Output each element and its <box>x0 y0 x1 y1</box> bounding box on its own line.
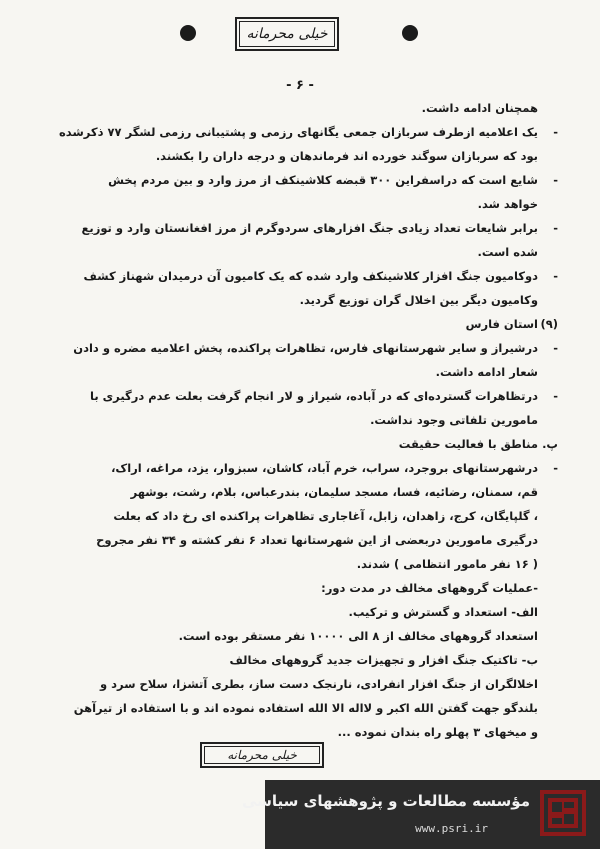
section-heading: ب- تاکتیک جنگ افزار و تجهیزات جدید گروههای مخالف <box>229 653 538 667</box>
footer-watermark <box>241 780 600 849</box>
classification-stamp-bottom: خیلی محرمانه <box>200 742 324 768</box>
text-line: بود که سربازان سوگند خورده اند فرماندهان و درجه داران را بکشند. <box>155 149 538 163</box>
classification-stamp-top: خیلی محرمانه <box>235 17 339 51</box>
text-line: - یک اعلامیه ازطرف سربازان جمعی یگانهای رزمی و پشتیبانی رزمی لشگر ۷۷ ذکرشده <box>59 125 558 139</box>
text-line: - درتظاهرات گسترده‌ای که در آباده، شیراز و لار انجام گرفت بعلت عدم درگیری با <box>90 389 558 403</box>
text-line: - برابر شایعات تعداد زیادی جنگ افزارهای سردوگرم از مرز افغانستان وارد و توزیع <box>81 221 558 235</box>
text-line: خواهد شد. <box>477 197 538 211</box>
section-heading: (۹) استان فارس <box>465 317 558 331</box>
text-line: - درشیراز و سایر شهرستانهای فارس، تظاهرات پراکنده، پخش اعلامیه مضره و دادن <box>73 341 558 355</box>
text-line: - درشهرستانهای بروجرد، سراب، خرم آباد، کاشان، سبزوار، یزد، مراغه، اراک، <box>111 461 558 475</box>
text-line: شعار ادامه داشت. <box>435 365 538 379</box>
section-heading: الف- استعداد و گسترش و ترکیب. <box>348 605 538 619</box>
text-line: درگیری مامورین دربعضی از این شهرستانها تعداد ۶ نفر کشته و ۳۴ نفر مجروح <box>96 533 538 547</box>
text-line: ، گلپایگان، کرج، زاهدان، زابل، آغاجاری تظاهرات پراکنده ای رخ داد که بعلت <box>113 509 538 523</box>
institute-name: مؤسسه مطالعات و پژوهشهای سیاسی <box>241 792 530 810</box>
text-line: - شایع است که دراسفراین ۳۰۰ قبضه کلاشینکف از مرز وارد و بین مردم پخش <box>108 173 558 187</box>
text-line: وکامیون دیگر بین اخلال گران توزیع گردید. <box>299 293 538 307</box>
text-line: اخلالگران از جنگ افزار انفرادی، نارنجک دست ساز، بطری آتشزا، سلاح سرد و <box>100 677 538 691</box>
punch-hole <box>402 25 418 41</box>
text-line: - دوکامیون جنگ افزار کلاشینکف وارد شده که یک کامیون آن درمیدان شهناز کشف <box>83 269 558 283</box>
text-line: ( ۱۶ نفر مامور انتظامی ) شدند. <box>356 557 538 571</box>
document-body <box>40 96 560 744</box>
text-line: شده است. <box>477 245 538 259</box>
institute-logo-icon <box>540 790 586 836</box>
page-number: - ۶ - <box>286 78 314 93</box>
text-line: همچنان ادامه داشت. <box>421 101 538 115</box>
punch-hole <box>180 25 196 41</box>
section-heading: پ. مناطق با فعالیت حقیقت <box>398 437 558 451</box>
text-line: بلندگو جهت گفتن الله اکبر و لااله الا الله استفاده نموده اند و با استفاده از تیرآهن <box>73 701 538 715</box>
text-line: و میخهای ۳ پهلو راه بندان نموده ... <box>337 725 538 739</box>
institute-url: www.psri.ir <box>415 822 488 835</box>
text-line: قم، سمنان، رضائیه، فسا، مسجد سلیمان، بندرعباس، بلام، رشت، بوشهر <box>130 485 538 499</box>
section-heading: -عملیات گروههای مخالف در مدت دور: <box>321 581 538 595</box>
text-line: استعداد گروههای مخالف از ۸ الی ۱۰۰۰۰ نفر مستقر بوده است. <box>178 629 538 643</box>
text-line: مامورین تلفاتی وجود نداشت. <box>370 413 538 427</box>
